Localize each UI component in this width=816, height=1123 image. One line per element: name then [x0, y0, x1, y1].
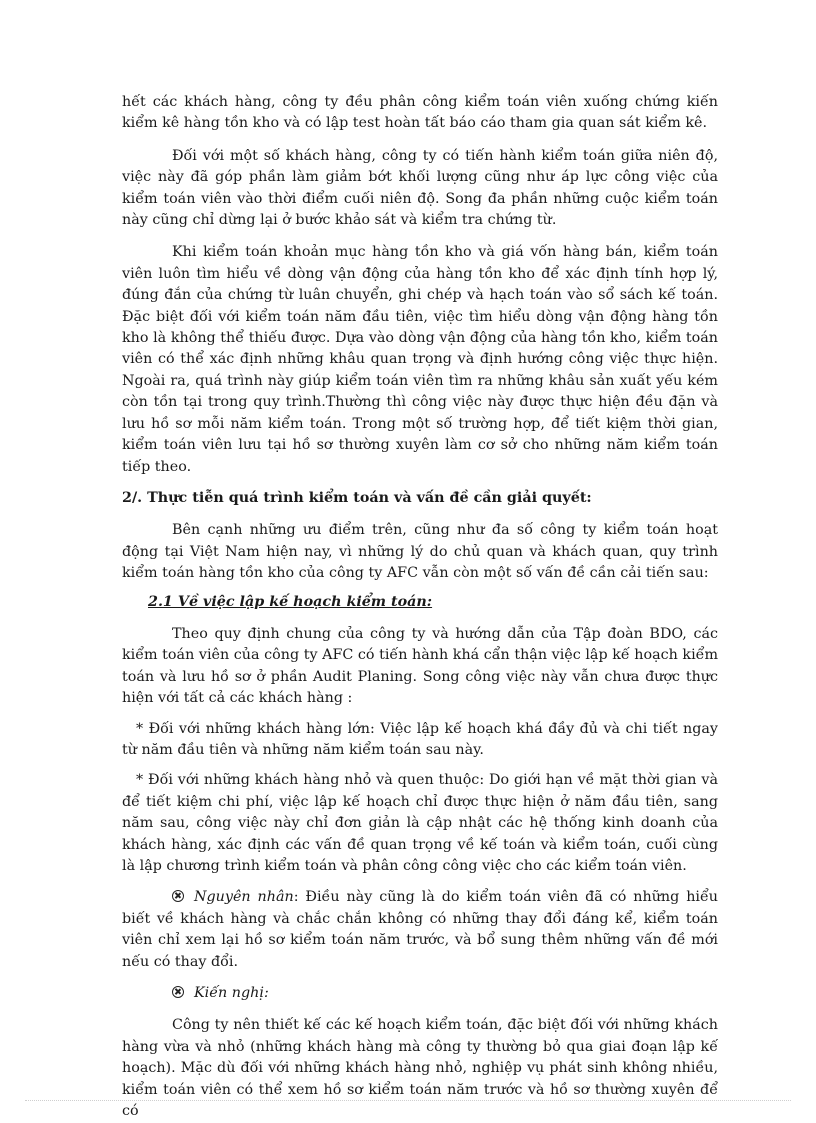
- wheel-cross-icon: [172, 890, 184, 902]
- recommendation-label: Kiến nghị:: [194, 985, 269, 1002]
- paragraph-continuation: hết các khách hàng, công ty đều phân công kiểm toán viên xuống chứng kiến kiểm kê hàng tồn kho và có lập test hoàn tất báo cáo tham gia quan sát kiểm kê.: [122, 94, 718, 132]
- paragraph-inventory-flow: Khi kiểm toán khoản mục hàng tồn kho và giá vốn hàng bán, kiểm toán viên luôn tìm hiểu về dòng vận động của hàng tồn kho để xác định tính hợp lý, đúng đắn của chứng từ luân chuyển, ghi chép và hạch toán vào sổ sách kế toán. Đặc biệt đối với kiểm toán năm đầu tiên, việc tìm hiểu dòng vận động hàng tồn kho là không thể thiếu được. Dựa vào dòng vận động của hàng tồn kho, kiểm toán viên có thể xác định những khâu quan trọng và định hướng công việc thực hiện. Ngoài ra, quá trình này giúp kiểm toán viên tìm ra những khâu sản xuất yếu kém còn tồn tại trong quy trình.Thường thì công việc này được thực hiện đều đặn và lưu hồ sơ mỗi năm kiểm toán. Trong một số trường hợp, để tiết kiệm thời gian, kiểm toán viên lưu tại hồ sơ thường xuyên làm cơ sở cho những năm kiểm toán tiếp theo.: [122, 244, 718, 475]
- document-page: [122, 92, 718, 1122]
- bullet-small-clients: * Đối với những khách hàng nhỏ và quen thuộc: Do giới hạn về mặt thời gian và để tiết kiệm chi phí, việc lập kế hoạch chỉ được thực hiện ở năm đầu tiên, sang năm sau, công việc này chỉ đơn giản là cập nhật các hệ thống kinh doanh của khách hàng, xác định các vấn đề quan trọng về kế toán và kiểm toán, cuối cùng là lập chương trình kiểm toán và phân công công việc cho các kiểm toán viên.: [122, 772, 718, 874]
- paragraph-planning: Theo quy định chung của công ty và hướng dẫn của Tập đoàn BDO, các kiểm toán viên của công ty AFC có tiến hành khá cẩn thận việc lập kế hoạch kiểm toán và lưu hồ sơ ở phần Audit Planing. Song công việc này vẫn chưa được thực hiện với tất cả các khách hàng :: [122, 625, 718, 707]
- bullet-large-clients: * Đối với những khách hàng lớn: Việc lập kế hoạch khá đầy đủ và chi tiết ngay từ năm đầu tiên và những năm kiểm toán sau này.: [122, 720, 718, 758]
- wheel-cross-icon: [172, 986, 184, 998]
- recommendation-heading: [122, 983, 718, 1004]
- page-bottom-divider: [25, 1100, 791, 1101]
- subsection-heading-2-1: 2.1 Về việc lập kế hoạch kiểm toán:: [148, 593, 433, 610]
- paragraph-recommendation: Công ty nên thiết kế các kế hoạch kiểm toán, đặc biệt đối với những khách hàng vừa và nhỏ (những khách hàng mà công ty thường bỏ qua giai đoạn lập kế hoạch). Mặc dù đối với những khách hàng nhỏ, nghiệp vụ phát sinh không nhiều, kiểm toán viên có thể xem hồ sơ kiểm toán năm trước và hồ sơ thường xuyên để có: [122, 1017, 718, 1120]
- paragraph-intro-issues: Bên cạnh những ưu điểm trên, cũng như đa số công ty kiểm toán hoạt động tại Việt Nam hiện nay, vì những lý do chủ quan và khách quan, quy trình kiểm toán hàng tồn kho của công ty AFC vẫn còn một số vấn đề cần cải tiến sau:: [122, 522, 718, 582]
- cause-text: : Điều này cũng là do kiểm toán viên đã có những hiểu biết về khách hàng và chắc chắn không có những thay đổi đáng kể, kiểm toán viên chỉ xem lại hồ sơ kiểm toán năm trước, và bổ sung thêm những vấn đề mới nếu có thay đổi.: [122, 889, 718, 970]
- cause-label: Nguyên nhân: [194, 889, 294, 906]
- section-heading-2: 2/. Thực tiễn quá trình kiểm toán và vấn đề cần giải quyết:: [122, 489, 592, 506]
- cause-paragraph: [122, 887, 718, 973]
- paragraph-interim-audit: Đối với một số khách hàng, công ty có tiến hành kiểm toán giữa niên độ, việc này đã góp phần làm giảm bớt khối lượng cũng như áp lực công việc của kiểm toán viên vào thời điểm cuối niên độ. Song đa phần những cuộc kiểm toán này cũng chỉ dừng lại ở bước khảo sát và kiểm tra chứng từ.: [122, 147, 718, 229]
